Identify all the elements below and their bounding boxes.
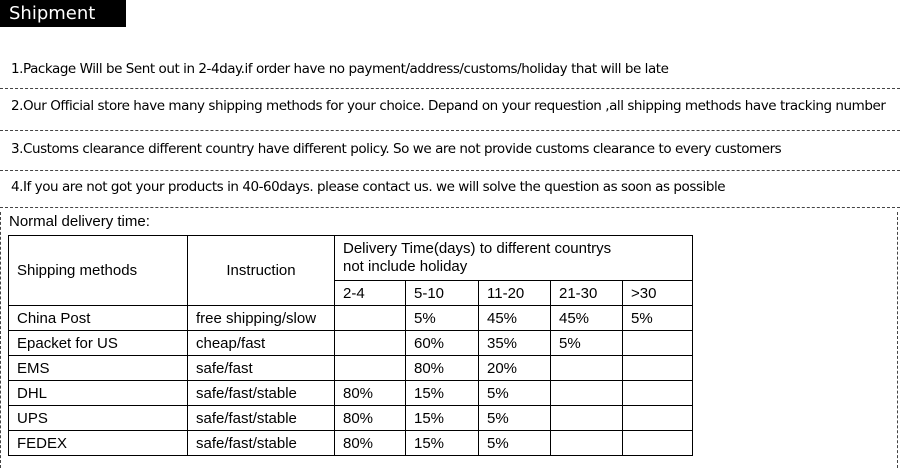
instruction-cell: safe/fast/stable	[188, 381, 335, 406]
value-cell: 5%	[406, 306, 479, 331]
value-cell: 15%	[406, 431, 479, 456]
left-border	[0, 212, 1, 468]
value-cell	[623, 356, 693, 381]
value-cell: 80%	[335, 381, 406, 406]
value-cell	[551, 406, 623, 431]
header-shipping-methods: Shipping methods	[9, 236, 188, 306]
value-cell: 5%	[623, 306, 693, 331]
value-cell: 45%	[551, 306, 623, 331]
value-cell: 80%	[335, 406, 406, 431]
table-row	[9, 331, 693, 356]
value-cell: 60%	[406, 331, 479, 356]
instruction-cell: safe/fast/stable	[188, 406, 335, 431]
divider	[0, 130, 900, 131]
shipping-note-2: 2.Our Official store have many shipping methods for your choice. Depand on your requestion ,all shipping methods have tracking number	[11, 98, 886, 114]
value-cell	[623, 331, 693, 356]
table-row	[9, 431, 693, 456]
instruction-cell: free shipping/slow	[188, 306, 335, 331]
value-cell	[335, 356, 406, 381]
table-header-row	[9, 236, 693, 281]
header-instruction: Instruction	[188, 236, 335, 306]
range-21-30: 21-30	[551, 281, 623, 306]
method-cell: Epacket for US	[9, 331, 188, 356]
value-cell	[551, 431, 623, 456]
value-cell: 35%	[479, 331, 551, 356]
value-cell: 5%	[479, 431, 551, 456]
range-over-30: >30	[623, 281, 693, 306]
value-cell: 80%	[406, 356, 479, 381]
instruction-cell: cheap/fast	[188, 331, 335, 356]
header-delivery-time: Delivery Time(days) to different countrys not include holiday	[335, 236, 693, 281]
method-cell: EMS	[9, 356, 188, 381]
delivery-time-table	[8, 235, 693, 456]
divider	[0, 207, 900, 208]
value-cell: 5%	[479, 381, 551, 406]
shipment-header: Shipment	[0, 0, 126, 27]
value-cell	[623, 381, 693, 406]
shipping-note-3: 3.Customs clearance different country have different policy. So we are not provide customs clearance to every customers	[11, 141, 782, 157]
value-cell: 5%	[479, 406, 551, 431]
table-row	[9, 356, 693, 381]
instruction-cell: safe/fast	[188, 356, 335, 381]
value-cell	[623, 431, 693, 456]
value-cell	[623, 406, 693, 431]
right-border	[897, 212, 898, 468]
instruction-cell: safe/fast/stable	[188, 431, 335, 456]
range-5-10: 5-10	[406, 281, 479, 306]
value-cell: 5%	[551, 331, 623, 356]
value-cell	[551, 381, 623, 406]
value-cell	[551, 356, 623, 381]
value-cell	[335, 331, 406, 356]
method-cell: FEDEX	[9, 431, 188, 456]
range-11-20: 11-20	[479, 281, 551, 306]
value-cell: 15%	[406, 406, 479, 431]
table-row	[9, 381, 693, 406]
value-cell: 45%	[479, 306, 551, 331]
method-cell: DHL	[9, 381, 188, 406]
value-cell	[335, 306, 406, 331]
value-cell: 15%	[406, 381, 479, 406]
divider	[0, 170, 900, 171]
method-cell: UPS	[9, 406, 188, 431]
shipping-note-1: 1.Package Will be Sent out in 2-4day.if order have no payment/address/customs/holiday that will be late	[11, 61, 669, 77]
range-2-4: 2-4	[335, 281, 406, 306]
shipping-note-4: 4.If you are not got your products in 40-60days. please contact us. we will solve the question as soon as possible	[11, 179, 726, 195]
method-cell: China Post	[9, 306, 188, 331]
divider	[0, 88, 900, 89]
value-cell: 20%	[479, 356, 551, 381]
delivery-subtitle: Normal delivery time:	[9, 213, 150, 230]
table-row	[9, 306, 693, 331]
value-cell: 80%	[335, 431, 406, 456]
table-row	[9, 406, 693, 431]
